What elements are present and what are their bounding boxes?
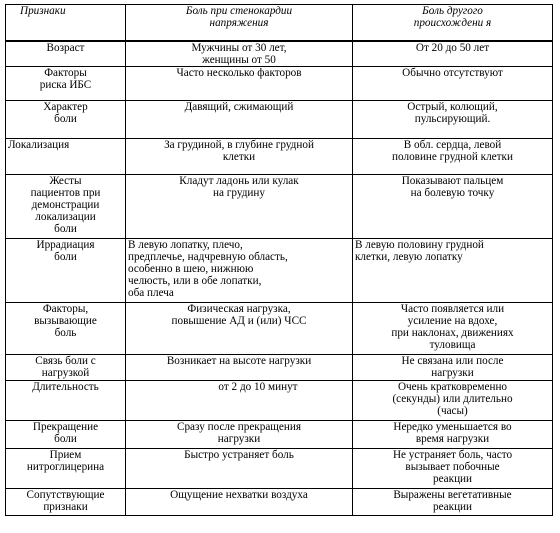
- table-row: [6, 449, 553, 489]
- angina-cell: от 2 до 10 минут: [126, 381, 353, 421]
- table-row: [6, 381, 553, 421]
- table-row: [6, 101, 553, 139]
- angina-cell: Кладут ладонь или кулак на грудину: [126, 175, 353, 239]
- angina-cell: Возникает на высоте нагрузки: [126, 355, 353, 381]
- angina-cell: За грудиной, в глубине грудной клетки: [126, 139, 353, 175]
- angina-cell: Быстро устраняет боль: [126, 449, 353, 489]
- angina-cell: Физическая нагрузка, повышение АД и (или) ЧСС: [126, 303, 353, 355]
- table-row: [6, 41, 553, 67]
- table-row: [6, 421, 553, 449]
- angina-cell: Часто несколько факторов: [126, 67, 353, 101]
- row-label-cell: Прием нитроглицерина: [6, 449, 126, 489]
- header-cell-other-pain: Боль другого происхождени я: [353, 5, 553, 41]
- other-pain-cell: В обл. сердца, левой половине грудной клетки: [353, 139, 553, 175]
- row-label-cell: Характер боли: [6, 101, 126, 139]
- other-pain-cell: Очень кратковременно (секунды) или длительно (часы): [353, 381, 553, 421]
- header-cell-angina-pain: Боль при стенокардии напряжения: [126, 5, 353, 41]
- other-pain-cell: Показывают пальцем на болевую точку: [353, 175, 553, 239]
- other-pain-cell: Не устраняет боль, часто вызывает побочные реакции: [353, 449, 553, 489]
- row-label-cell: Связь боли с нагрузкой: [6, 355, 126, 381]
- other-pain-cell: Нередко уменьшается во время нагрузки: [353, 421, 553, 449]
- table-row: [6, 489, 553, 516]
- other-pain-cell: Часто появляется или усиление на вдохе, при наклонах, движениях туловища: [353, 303, 553, 355]
- table-row: [6, 139, 553, 175]
- table-header-row: [6, 5, 553, 41]
- row-label-cell: Жесты пациентов при демонстрации локализации боли: [6, 175, 126, 239]
- row-label-cell: Возраст: [6, 41, 126, 67]
- other-pain-cell: Выражены вегетативные реакции: [353, 489, 553, 516]
- other-pain-cell: От 20 до 50 лет: [353, 41, 553, 67]
- row-label-cell: Локализация: [6, 139, 126, 175]
- angina-cell: Сразу после прекращения нагрузки: [126, 421, 353, 449]
- row-label-cell: Факторы, вызывающие боль: [6, 303, 126, 355]
- row-label-cell: Факторы риска ИБС: [6, 67, 126, 101]
- other-pain-cell: В левую половину грудной клетки, левую лопатку: [353, 239, 553, 303]
- angina-cell: Ощущение нехватки воздуха: [126, 489, 353, 516]
- row-label-cell: Прекращение боли: [6, 421, 126, 449]
- angina-cell: В левую лопатку, плечо, предплечье, надчревную область, особенно в шею, нижнюю челюсть, или в обе лопатки, оба плеча: [126, 239, 353, 303]
- header-cell-signs: Признаки: [6, 5, 126, 41]
- other-pain-cell: Не связана или после нагрузки: [353, 355, 553, 381]
- row-label-cell: Иррадиация боли: [6, 239, 126, 303]
- comparison-table: [5, 4, 553, 516]
- angina-cell: Мужчины от 30 лет, женщины от 50: [126, 41, 353, 67]
- other-pain-cell: Острый, колющий, пульсирующий.: [353, 101, 553, 139]
- table-row: [6, 303, 553, 355]
- other-pain-cell: Обычно отсутствуют: [353, 67, 553, 101]
- row-label-cell: Длительность: [6, 381, 126, 421]
- table-row: [6, 67, 553, 101]
- table-row: [6, 239, 553, 303]
- row-label-cell: Сопутствующие признаки: [6, 489, 126, 516]
- angina-cell: Давящий, сжимающий: [126, 101, 353, 139]
- table-row: [6, 355, 553, 381]
- table-row: [6, 175, 553, 239]
